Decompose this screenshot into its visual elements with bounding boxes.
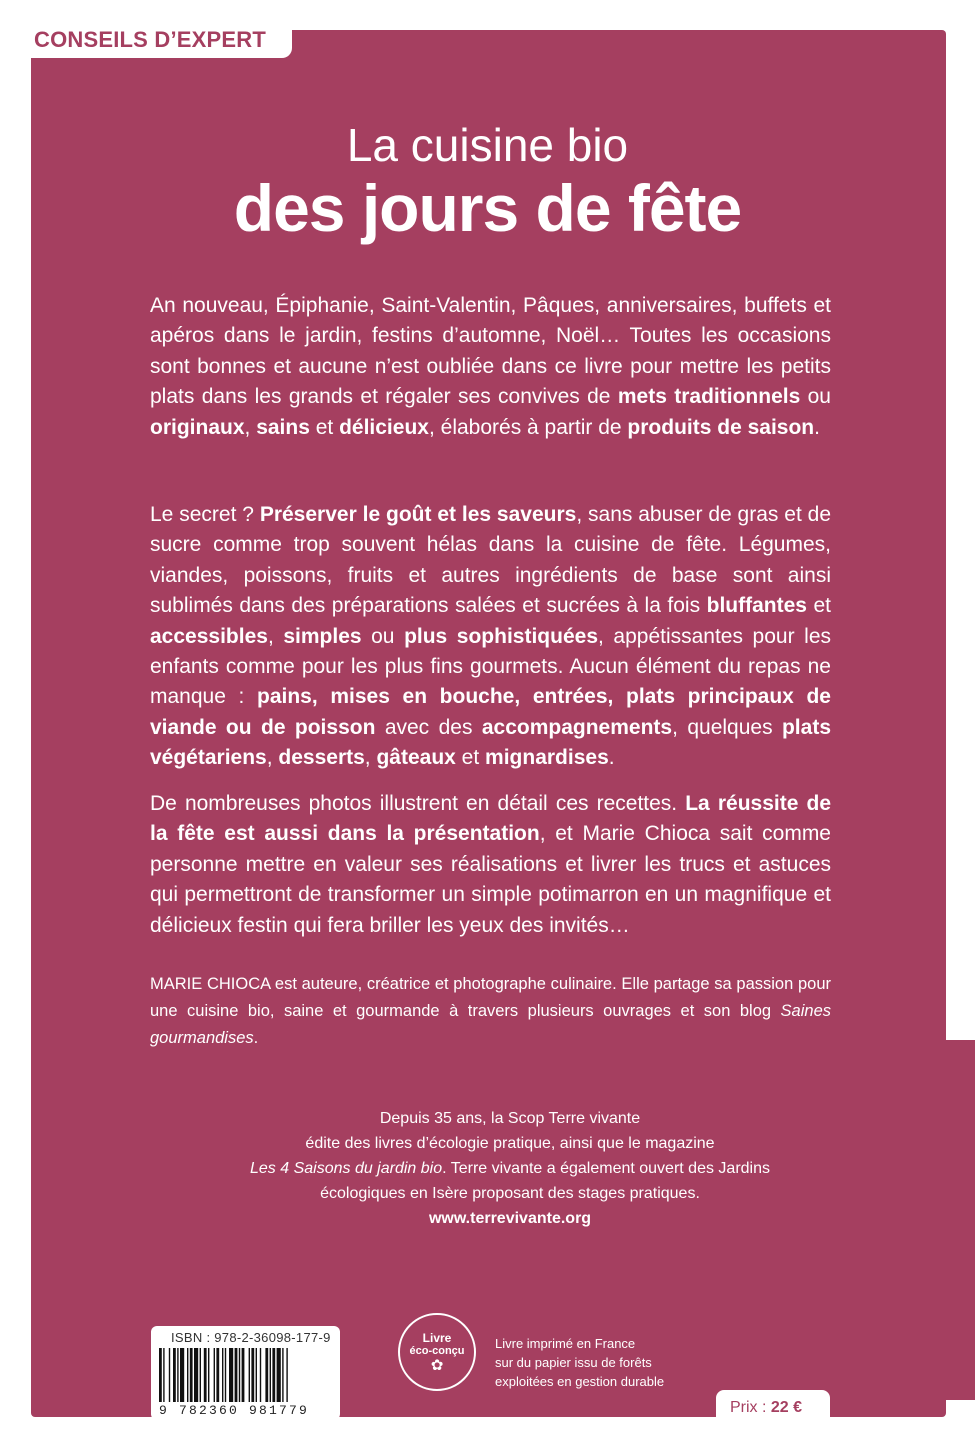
bold-phrase: simples: [283, 624, 362, 648]
bold-phrase: produits de saison: [627, 415, 815, 439]
author-bio-end: .: [253, 1029, 259, 1047]
price-label: Prix :: [730, 1399, 771, 1416]
publisher-line-1: Depuis 35 ans, la Scop Terre vivante: [379, 1110, 641, 1127]
spine-strip: [946, 1040, 975, 1400]
barcode-bar: [229, 1348, 233, 1402]
barcode-bar: [286, 1348, 287, 1402]
barcode-bar: [173, 1348, 176, 1402]
barcode-bar: [222, 1348, 223, 1402]
series-tag: CONSEILS D’EXPERT: [20, 22, 292, 58]
paragraph-1: [150, 291, 831, 443]
bold-phrase: accessibles: [150, 624, 268, 648]
bold-phrase: plats végétariens: [150, 715, 831, 770]
bold-phrase: mets traditionnels: [617, 385, 801, 409]
barcode-bar: [177, 1348, 178, 1402]
text-run: ,: [244, 415, 257, 439]
text-run: An nouveau, Épiphanie, Saint-Valentin, Pâques, anniversaires, buffets et apéros dans le jardin, festins d’automne, Noël… Toutes les occasions sont bonnes et aucune n’est oubliée dans ce livre pour mettre les petits plats dans les grands et régaler ses convives de: [150, 294, 831, 409]
bold-phrase: gâteaux: [376, 746, 456, 770]
text-run: et: [455, 746, 486, 770]
text-run: et: [309, 415, 340, 439]
flower-icon: ✿: [430, 1357, 444, 1374]
publisher-info: [180, 1106, 840, 1231]
publisher-line-2: édite des livres d’écologie pratique, ainsi que le magazine: [305, 1135, 715, 1152]
text-run: ,: [364, 746, 377, 770]
author-bio: [150, 971, 831, 1052]
text-run: , et Marie Chioca sait comme personne mettre en valeur ses réalisations et livrer les trucs et astuces qui permettront de transformer un simple potimarron en un magnifique et délicieux festin qui fera briller les yeux des invités…: [150, 822, 831, 937]
barcode-bar: [214, 1348, 215, 1402]
isbn-barcode-box: [151, 1326, 340, 1420]
text-run: , appétissantes pour les enfants comme pour les plus fins gourmets. Aucun élément du repas ne manque :: [150, 624, 831, 709]
text-run: De nombreuses photos illustrent en détail ces recettes.: [150, 792, 686, 815]
barcode-bar: [163, 1348, 164, 1402]
magazine-title: Les 4 Saisons du jardin bio: [249, 1160, 443, 1177]
text-run: .: [814, 415, 820, 439]
barcode-bar: [225, 1348, 226, 1402]
barcode-bar: [270, 1348, 271, 1402]
text-run: et: [806, 594, 831, 618]
bold-phrase: La réussite de la fête est aussi dans la présentation: [150, 792, 831, 846]
bold-phrase: originaux: [150, 415, 245, 439]
price-amount: 22 €: [770, 1399, 803, 1416]
paragraph-3: [150, 789, 831, 941]
barcode-bar: [200, 1348, 201, 1402]
bold-phrase: mignardises: [485, 746, 609, 770]
publisher-line-4: écologiques en Isère proposant des stages pratiques.: [320, 1185, 700, 1202]
text-run: Le secret ?: [150, 503, 260, 526]
publisher-line-3: [180, 1156, 840, 1181]
text-run: .: [608, 746, 615, 770]
barcode-bar: [159, 1348, 162, 1402]
eco-text-line-1: Livre imprimé en France: [495, 1336, 636, 1351]
text-run: ou: [361, 624, 405, 648]
text-run: , quelques: [672, 715, 782, 739]
bold-phrase: bluffantes: [706, 594, 807, 618]
text-run: ,: [267, 624, 284, 648]
bold-phrase: plus sophistiquées: [404, 624, 598, 648]
publisher-line-3-rest: . Terre vivante a également ouvert des Jardins: [442, 1160, 770, 1177]
text-run: avec des: [375, 715, 482, 739]
barcode-bar: [187, 1348, 188, 1402]
eco-badge-line-1: Livre: [422, 1331, 452, 1345]
bold-phrase: sains: [256, 415, 310, 439]
barcode-icon: [159, 1348, 333, 1402]
barcode-bar: [239, 1348, 240, 1402]
title-line-1: La cuisine bio: [346, 119, 629, 171]
author-bio-text: MARIE CHIOCA est auteure, créatrice et photographe culinaire. Elle partage sa passion pour une cuisine bio, saine et gourmande à travers plusieurs ouvrages et son blog: [150, 975, 831, 1020]
eco-concu-badge: [398, 1313, 476, 1391]
barcode-bar: [216, 1348, 219, 1402]
price-tag: [716, 1390, 830, 1432]
isbn-label: ISBN : 978-2-36098-177-9: [171, 1330, 331, 1345]
author-blog-name: Saines gourmandises: [150, 1002, 831, 1047]
text-run: , sans abuser de gras et de sucre comme trop souvent hélas dans la cuisine de fête. Légumes, viandes, poissons, fruits et autres ingrédients de base sont ainsi sublimés dans des préparations salées et sucrées à la fois: [150, 503, 832, 618]
barcode-bar: [260, 1348, 261, 1402]
title-line-2: des jours de fête: [233, 171, 742, 245]
barcode-bar: [272, 1348, 275, 1402]
barcode-bar: [277, 1348, 281, 1402]
eco-text-line-3: exploitées en gestion durable: [495, 1374, 665, 1389]
barcode-bar: [235, 1348, 238, 1402]
eco-print-info: [495, 1334, 725, 1391]
bold-phrase: pains, mises en bouche, entrées, plats principaux de viande ou de poisson: [150, 685, 831, 739]
barcode-bar: [190, 1348, 193, 1402]
eco-text-line-2: sur du papier issu de forêts: [495, 1355, 652, 1370]
bold-phrase: accompagnements: [481, 715, 673, 739]
barcode-bar: [180, 1348, 184, 1402]
publisher-url[interactable]: www.terrevivante.org: [428, 1210, 592, 1227]
barcode-bar: [251, 1348, 254, 1402]
barcode-bar: [282, 1348, 283, 1402]
isbn-digits: 9 782360 981779: [159, 1403, 310, 1418]
barcode-bar: [169, 1348, 170, 1402]
text-run: ,: [266, 746, 279, 770]
text-run: , élaborés à partir de: [428, 415, 628, 439]
barcode-bar: [249, 1348, 250, 1402]
barcode-bar: [265, 1348, 268, 1402]
bold-phrase: Préserver le goût et les saveurs: [259, 503, 577, 526]
text-run: ou: [800, 385, 831, 409]
paragraph-2: [150, 500, 831, 774]
bold-phrase: desserts: [278, 746, 365, 770]
barcode-bar: [208, 1348, 209, 1402]
bold-phrase: délicieux: [339, 415, 429, 439]
barcode-bar: [242, 1348, 245, 1402]
barcode-bar: [256, 1348, 257, 1402]
barcode-bar: [194, 1348, 198, 1402]
barcode-bar: [204, 1348, 207, 1402]
eco-badge-line-2: éco-conçu: [409, 1345, 465, 1357]
